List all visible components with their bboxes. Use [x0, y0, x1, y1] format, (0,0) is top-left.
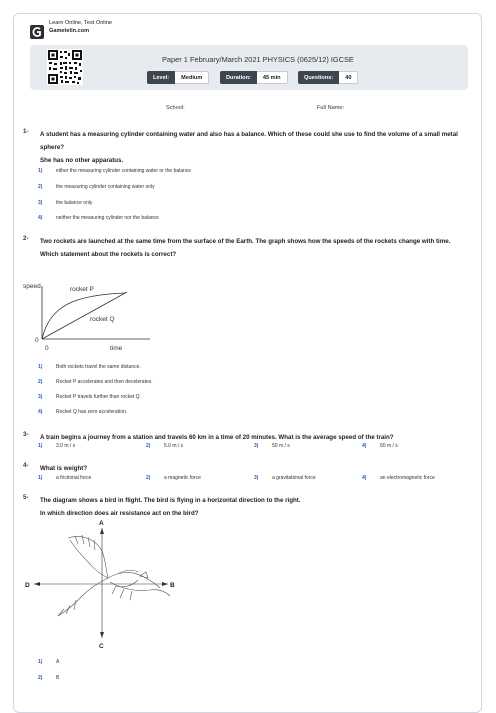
graph-x-label: time [110, 345, 123, 352]
label-rocket-q: rocket Q [90, 316, 115, 323]
option-text: a magnetic force [164, 475, 201, 481]
question-number: 5- [23, 494, 29, 501]
brand-tagline: Learn Online, Test Online [49, 20, 113, 26]
question-stem-2: Which statement about the rockets is correct? [40, 251, 177, 258]
option-text: Rocket P accelerates and then decelerates. [56, 379, 153, 385]
option-4[interactable] [38, 409, 127, 415]
graph-origin-y: 0 [35, 337, 39, 344]
questions-label: Questions: [298, 71, 339, 84]
school-field[interactable]: School: [166, 105, 185, 111]
option-4[interactable] [38, 215, 159, 221]
option-3[interactable] [38, 200, 92, 206]
option-number: 2) [38, 675, 43, 681]
arrow-down-icon [100, 632, 104, 638]
question-text: What is weight? [40, 465, 88, 472]
option-text: 60 m / s [380, 443, 398, 449]
qr-code-icon [47, 49, 83, 85]
option-number: 2) [38, 379, 43, 385]
option-text: Rocket Q has zero acceleration. [56, 409, 128, 415]
option-4[interactable] [362, 475, 435, 481]
option-2[interactable] [38, 184, 155, 190]
option-text: B [56, 675, 60, 681]
option-number: 1) [38, 364, 43, 370]
duration-badge [220, 71, 288, 84]
option-1[interactable] [38, 443, 75, 449]
option-number: 3) [38, 200, 43, 206]
option-1[interactable] [38, 364, 141, 370]
option-text: A [56, 659, 60, 665]
arrow-right-icon [162, 582, 168, 586]
option-text: 3.0 m / s [56, 443, 76, 449]
question-number: 3- [23, 431, 29, 438]
option-number: 4) [362, 475, 367, 481]
option-number: 2) [146, 443, 151, 449]
option-number: 4) [362, 443, 367, 449]
question-text [40, 235, 470, 261]
option-number: 1) [38, 168, 43, 174]
question-stem: A student has a measuring cylinder containing water and also has a balance. Which of these could she use to find the volume of a small metal sphere? [40, 131, 458, 151]
direction-label-d: D [25, 582, 30, 589]
label-rocket-p: rocket P [70, 286, 94, 293]
option-2[interactable] [146, 475, 201, 481]
option-text: a gravitational force [272, 475, 316, 481]
duration-label: Duration: [220, 71, 257, 84]
option-2[interactable] [146, 443, 183, 449]
option-number: 2) [38, 184, 43, 190]
option-text: an electromagnetic force [380, 475, 435, 481]
question-stem-2: In which direction does air resistance act on the bird? [40, 510, 199, 517]
option-number: 1) [38, 659, 43, 665]
option-1[interactable] [38, 168, 191, 174]
duration-value: 45 min [257, 71, 288, 84]
brand-site[interactable]: Gametelin.com [49, 27, 90, 34]
option-number: 3) [38, 394, 43, 400]
option-number: 3) [254, 475, 259, 481]
question-number: 1- [23, 128, 29, 135]
option-text: the measuring cylinder containing water only [56, 184, 155, 190]
brand-logo-icon [30, 25, 44, 39]
option-2[interactable] [38, 675, 59, 681]
option-number: 3) [254, 443, 259, 449]
question-number: 4- [23, 462, 29, 469]
brand [30, 20, 112, 39]
option-4[interactable] [362, 443, 398, 449]
question-text: A train begins a journey from a station and travels 60 km in a time of 20 minutes. What is the average speed of the train? [40, 434, 394, 441]
option-number: 2) [146, 475, 151, 481]
option-number: 1) [38, 443, 43, 449]
graph-y-label: speed [23, 283, 41, 290]
option-text: 5.0 m / s [164, 443, 184, 449]
question-number: 2- [23, 235, 29, 242]
full-name-field[interactable]: Full Name: [317, 105, 345, 111]
graph-origin-x: 0 [45, 345, 49, 352]
direction-label-a: A [99, 520, 104, 527]
exam-header [30, 45, 468, 90]
option-1[interactable] [38, 659, 59, 665]
option-number: 1) [38, 475, 43, 481]
option-2[interactable] [38, 379, 153, 385]
speed-time-graph [20, 280, 160, 355]
option-text: 50 m / s [272, 443, 290, 449]
direction-label-b: B [170, 582, 175, 589]
level-label: Level: [147, 71, 175, 84]
option-number: 4) [38, 409, 43, 415]
option-3[interactable] [254, 443, 290, 449]
questions-value: 40 [339, 71, 358, 84]
question-stem-2: She has no other apparatus. [40, 157, 124, 164]
option-text: the balance only [56, 200, 93, 206]
questions-badge [298, 71, 358, 84]
level-badge [147, 71, 209, 84]
level-value: Medium [175, 71, 209, 84]
question-stem: The diagram shows a bird in flight. The bird is flying in a horizontal direction to the right. [40, 497, 301, 504]
option-text: a frictional force [56, 475, 92, 481]
option-text: Rocket P travels further than rocket Q. [56, 394, 141, 400]
option-text: neither the measuring cylinder nor the balance [56, 215, 159, 221]
direction-label-c: C [99, 643, 104, 650]
question-stem: Two rockets are launched at the same time from the surface of the Earth. The graph shows how the speeds of the rockets change with time. [40, 238, 451, 245]
bird-diagram [20, 516, 190, 651]
arrow-left-icon [34, 582, 40, 586]
option-text: Both rockets travel the same distance. [56, 364, 141, 370]
option-1[interactable] [38, 475, 91, 481]
option-text: either the measuring cylinder containing water or the balance [56, 168, 192, 174]
option-3[interactable] [254, 475, 316, 481]
option-3[interactable] [38, 394, 141, 400]
option-number: 4) [38, 215, 43, 221]
question-text [40, 128, 470, 167]
paper-title: Paper 1 February/March 2021 PHYSICS (0625/12) IGCSE [162, 55, 354, 64]
bird-icon [58, 535, 170, 616]
arrow-up-icon [100, 528, 104, 534]
